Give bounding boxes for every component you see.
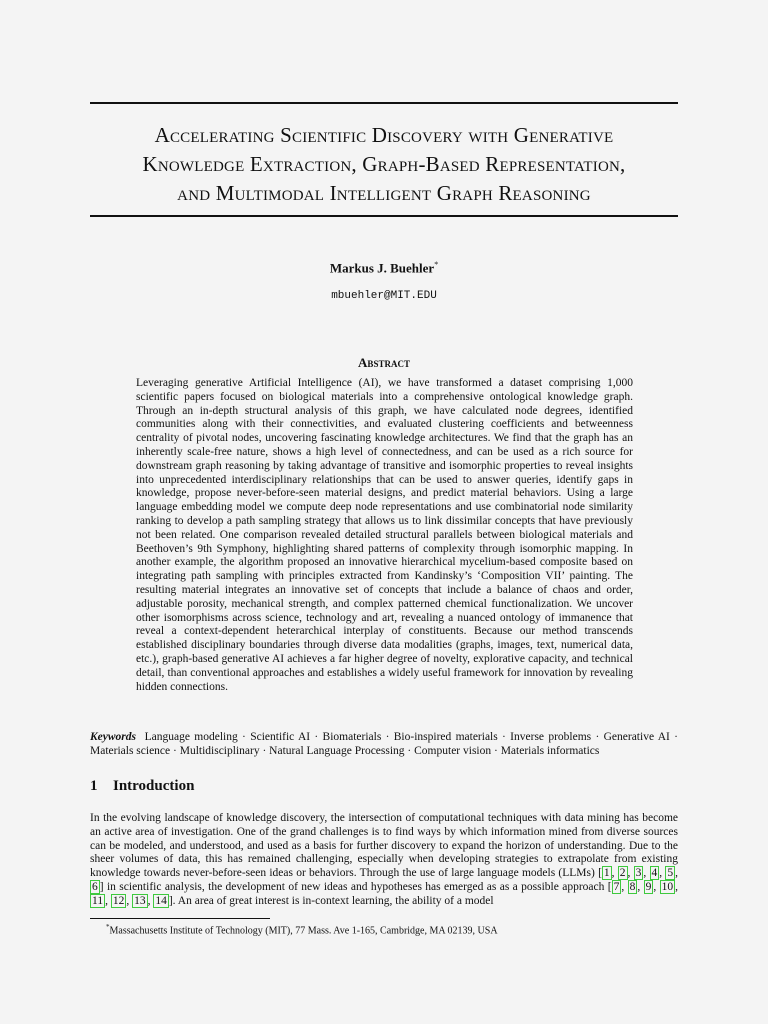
citation-link[interactable]: 12 bbox=[112, 894, 125, 907]
citation-group-a: 1 , 2 , 3 , 4 , 5 , 6 bbox=[92, 867, 679, 893]
intro-text-part-3: . An area of great interest is in-context learning, the ability of a model bbox=[172, 894, 494, 907]
author-footnote-mark: * bbox=[434, 260, 439, 269]
citation-link[interactable]: 6 bbox=[92, 880, 98, 893]
keywords-label: Keywords bbox=[90, 731, 136, 743]
footnote-text: Massachusetts Institute of Technology (MIT), 77 Mass. Ave 1-165, Cambridge, MA 02139, USA bbox=[109, 925, 498, 937]
footnote-mark: * bbox=[106, 923, 110, 931]
citation-link[interactable]: 10 bbox=[661, 880, 674, 893]
keywords-block bbox=[90, 730, 678, 758]
paper-title bbox=[90, 121, 678, 208]
citation-link[interactable]: 3 bbox=[635, 867, 642, 880]
title-top-rule bbox=[90, 102, 678, 104]
citation-link[interactable]: 5 bbox=[667, 867, 674, 880]
author-name-text: Markus J. Buehler bbox=[329, 260, 435, 276]
intro-text-part-1: In the evolving landscape of knowledge discovery, the intersection of computational techniques with data mining has become an active area of investigation. One of the grand challenges is to find ways by which information mined from diverse sources can be modeled, and understood, and used as a basis for further discovery to expand the horizon of understanding. Due to the sheer volumes of data, this has remained challenging, especially when developing strategies to extrapolate from existing knowledge towards never-before-seen ideas or behaviors. Through the use of large language models (LLMs) bbox=[90, 812, 678, 880]
citation-link[interactable]: 7 bbox=[613, 880, 620, 893]
author-name bbox=[90, 260, 678, 276]
citation-link[interactable]: 4 bbox=[651, 867, 658, 880]
keywords-text: Language modeling · Scientific AI · Biomaterials · Bio-inspired materials · Inverse problems · Generative AI · Materials science · Multidisciplinary · Natural Language Processing · Computer vision · Materials informatics bbox=[90, 731, 679, 757]
abstract-text: Leveraging generative Artificial Intelligence (AI), we have transformed a dataset comprising 1,000 scientific papers focused on biological materials into a comprehensive ontological knowledge graph. Through an in-depth structural analysis of this graph, we have calculated node degrees, identified communities along with their connectivities, and evaluated clustering coefficients and betweenness centrality of pivotal nodes, uncovering fascinating knowledge architectures. We find that the graph has an inherently scale-free nature, shows a high level of connectedness, and can be used as a rich source for downstream graph reasoning by taking advantage of transitive and isomorphic properties to reveal insights into unprecedented interdisciplinary relationships that can be used to answer queries, identify gaps in knowledge, propose never-before-seen material designs, and predict material behaviors. Using a large language embedding model we compute deep node representations and use combinatorial node similarity ranking to develop a path sampling strategy that allows us to link dissimilar concepts that have previously not been related. One comparison revealed detailed structural parallels between biological materials and Beethoven’s 9th Symphony, highlighting shared patterns of complexity through isomorphic mapping. In another example, the algorithm proposed an innovative hierarchical mycelium-based composite based on integrating path sampling with principles extracted from Kandinsky’s ‘Composition VII’ painting. The resulting material integrates an innovative set of concepts that include a balance of chaos and order, adjustable porosity, mechanical strength, and complex patterned chemical functionalization. We uncover other isomorphisms across science, technology and art, revealing a nuanced ontology of immanence that reveal a context-dependent heterarchical interplay of constituents. Because our method transcends established disciplinary boundaries through diverse data modalities (graphs, images, text, numerical data, etc.), graph-based generative AI achieves a far higher degree of novelty, explorative capacity, and technical detail, than conventional approaches and establishes a widely useful framework for innovation by revealing hidden connections. bbox=[136, 377, 633, 693]
citation-group-b: 7 , 8 , 9 , 10 , 11 , 12 , 13 , 14 bbox=[92, 880, 679, 907]
citation-link[interactable]: 8 bbox=[629, 880, 636, 893]
citation-link[interactable]: 9 bbox=[645, 880, 652, 893]
intro-text-part-2: in scientific analysis, the development of new ideas and hypotheses has emerged as as a possible approach bbox=[103, 880, 608, 893]
author-email: mbuehler@MIT.EDU bbox=[331, 290, 437, 302]
citation-link[interactable]: 1 bbox=[603, 867, 610, 880]
section-number: 1 bbox=[90, 778, 98, 794]
citation-link[interactable]: 13 bbox=[134, 894, 146, 907]
section-heading-introduction bbox=[90, 778, 194, 795]
title-line-2: Knowledge Extraction, Graph-Based Representation, bbox=[142, 152, 626, 176]
title-line-1: Accelerating Scientific Discovery with Generative bbox=[154, 123, 614, 147]
title-line-3: and Multimodal Intelligent Graph Reasoning bbox=[177, 181, 591, 205]
citation-link[interactable]: 2 bbox=[619, 867, 626, 880]
section-title: Introduction bbox=[113, 778, 195, 794]
abstract-heading: Abstract bbox=[358, 355, 410, 370]
title-bottom-rule bbox=[90, 215, 678, 217]
citation-link[interactable]: 11 bbox=[92, 894, 104, 907]
affiliation-footnote bbox=[106, 921, 498, 937]
citation-link[interactable]: 14 bbox=[155, 894, 167, 907]
footnote-rule bbox=[90, 918, 270, 919]
introduction-text: In the evolving landscape of knowledge discovery, the intersection of computational techniques with data mining has become an active area of investigation. One of the grand challenges is to find ways by which information mined from diverse sources can be modeled, and understood, and used as a basis for further discovery to expand the horizon of understanding. Due to the sheer volumes of data, this has remained challenging, especially when developing strategies to extrapolate from existing knowledge towards never-before-seen ideas or behaviors. Through the use of large language models (LLMs) [ 1 , 2 , 3 , 4 , 5 , 6 ] in scientific analysis, the development of new ideas and hypotheses has emerged as as a possible approach [ 7 , 8 , 9 , 10 , 11 , 12 , 13 , 14 ]. An area of great interest is in-context learning, the ability of a model bbox=[90, 812, 679, 907]
